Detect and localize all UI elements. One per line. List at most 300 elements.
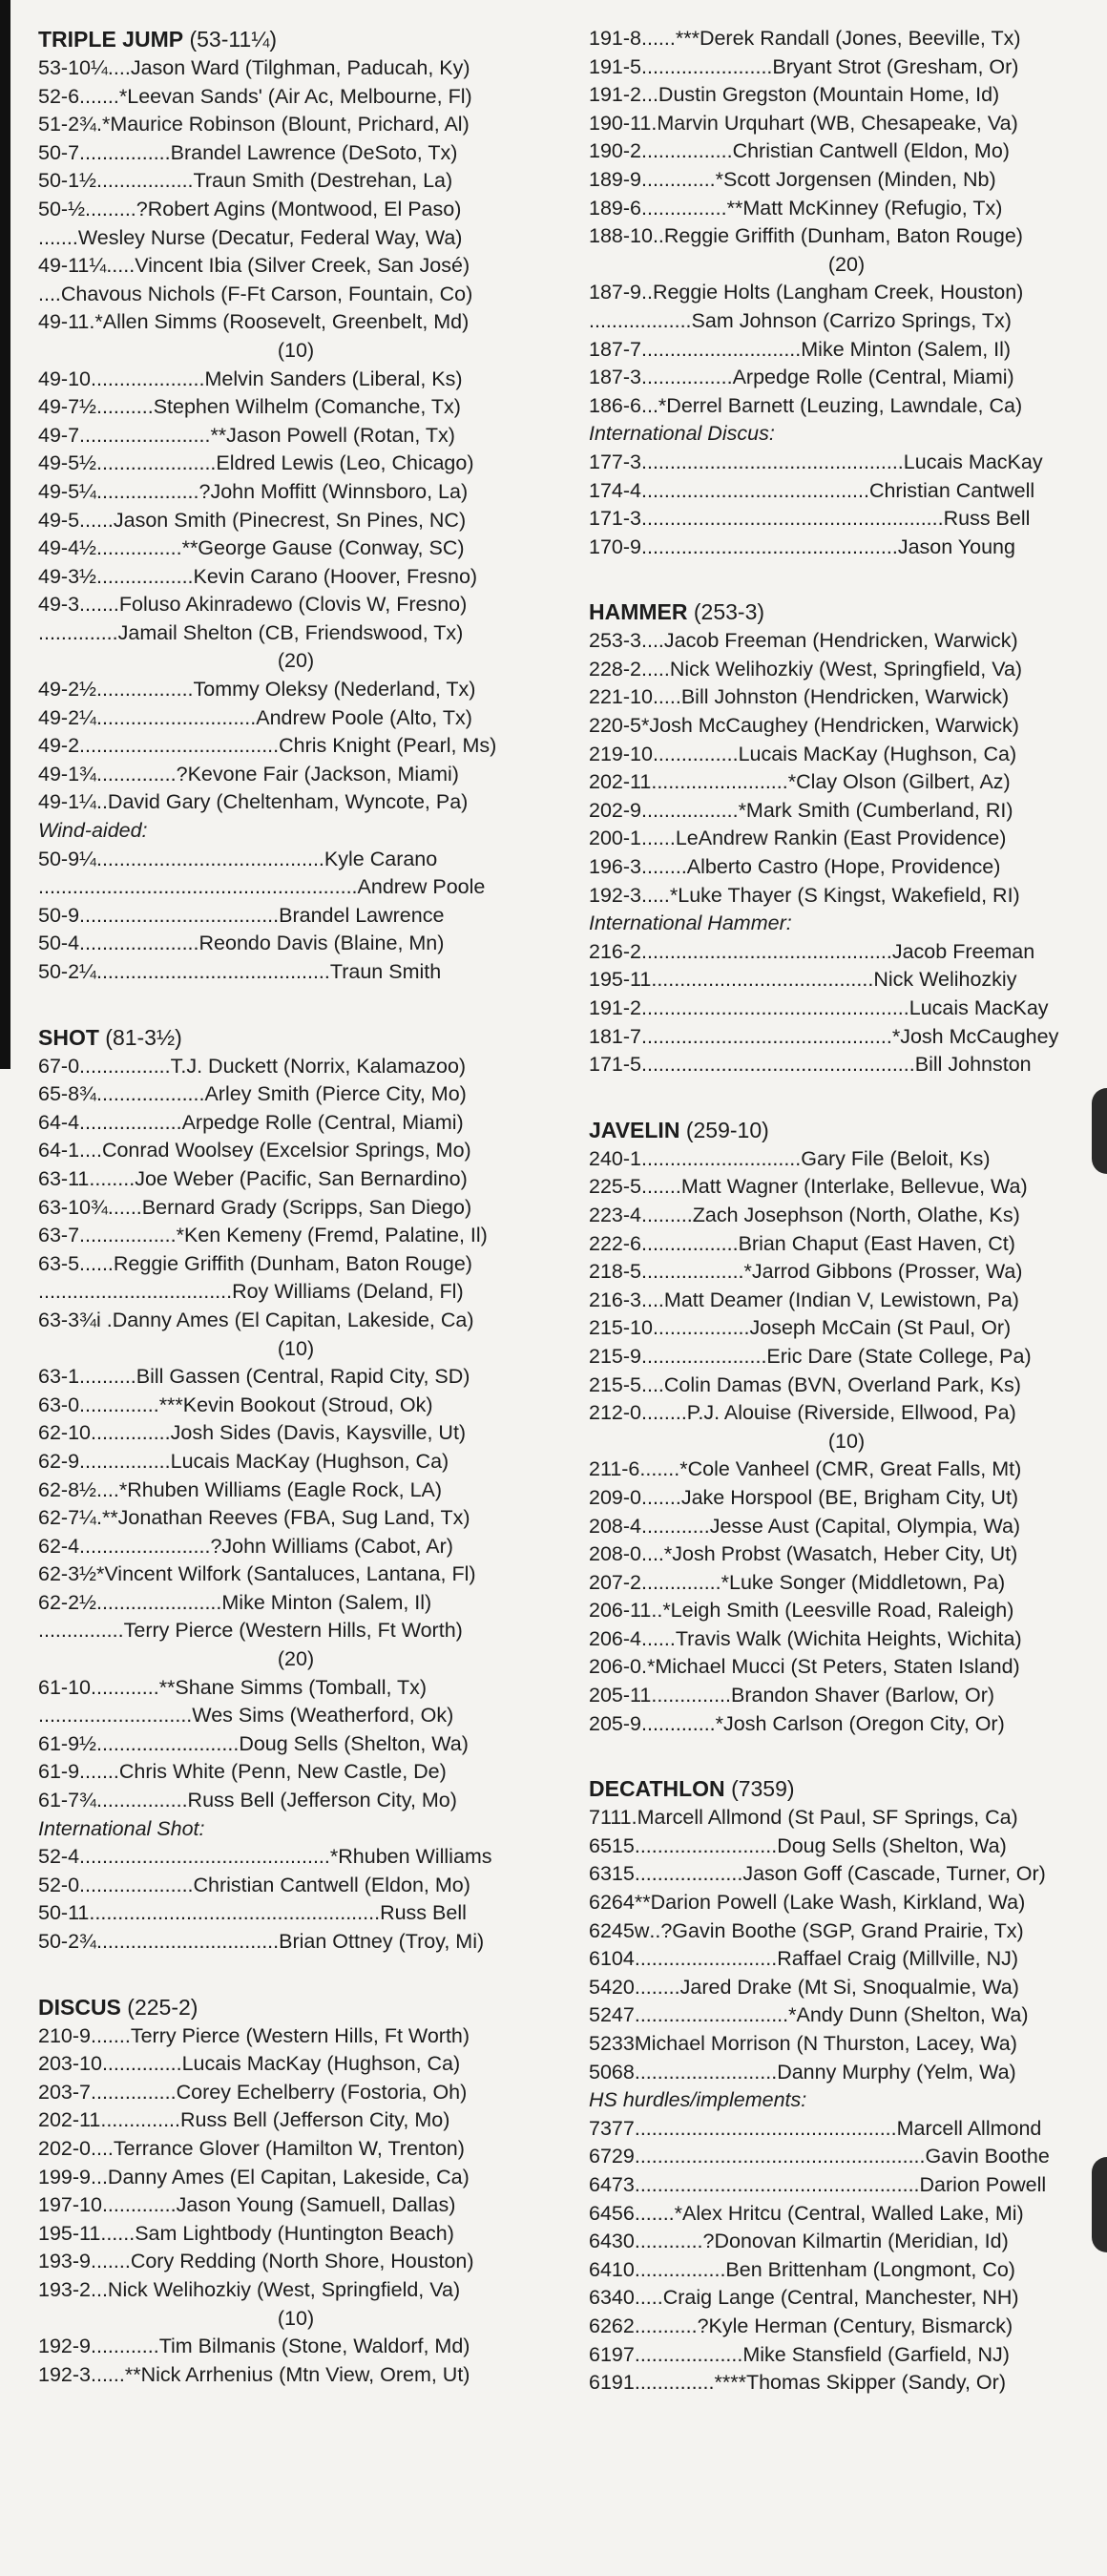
mark: 187-9 — [589, 281, 641, 304]
list-item — [589, 1513, 1104, 1541]
list-item — [38, 1080, 554, 1109]
list-item — [38, 2164, 554, 2192]
leader-dots: .................. — [589, 308, 692, 332]
mark: 49-7½ — [38, 395, 96, 419]
mark: 215-9 — [589, 1344, 641, 1368]
event-record: (53-11¼) — [189, 27, 278, 52]
leader-dots: ............ — [91, 1675, 159, 1699]
mark: 203-7 — [38, 2080, 91, 2104]
list-item — [38, 732, 554, 761]
athlete: Danny Murphy (Yelm, Wa) — [777, 2060, 1016, 2084]
list-item — [589, 364, 1104, 392]
leader-dots: ................................... — [79, 734, 280, 758]
leader-dots: .................................. — [38, 1280, 233, 1304]
list-item — [589, 307, 1104, 336]
athlete: Jason Smith (Pinecrest, Sn Pines, NC) — [113, 508, 467, 532]
mark: 205-9 — [589, 1711, 641, 1735]
mark: 49-11¼ — [38, 254, 107, 278]
athlete: Jared Drake (Mt Si, Snoqualmie, Wa) — [679, 1975, 1019, 1999]
leader-dots: .... — [107, 56, 131, 79]
mark: 189-6 — [589, 196, 641, 220]
athlete: Ben Brittenham (Longmont, Co) — [725, 2257, 1015, 2281]
athlete: *Alex Hritcu (Central, Walled Lake, Mi) — [674, 2201, 1024, 2225]
athlete: Vincent Ibia (Silver Creek, San José) — [135, 254, 470, 278]
list-item — [38, 761, 554, 789]
list-item — [38, 1278, 554, 1307]
athlete: **Darion Powell (Lake Wash, Kirkland, Wa) — [634, 1891, 1026, 1915]
athlete: Reggie Griffith (Dunham, Baton Rouge) — [113, 1251, 472, 1275]
leader-dots: .... — [641, 1288, 664, 1311]
list-item — [38, 422, 554, 450]
mark: 199-9 — [38, 2165, 91, 2189]
athlete: Alberto Castro (Hope, Providence) — [686, 855, 1001, 879]
list-item — [38, 1872, 554, 1900]
leader-dots: ... — [641, 83, 658, 107]
mark: 208-0 — [589, 1542, 641, 1566]
mark: 206-4 — [589, 1626, 641, 1650]
list-item — [589, 2284, 1104, 2313]
event-section — [589, 597, 1104, 1079]
mark: 196-3 — [589, 855, 641, 879]
list-item — [38, 1448, 554, 1476]
athlete: *Leevan Sands' (Air Ac, Melbourne, Fl) — [118, 84, 472, 108]
leader-dots: ........................................ — [95, 847, 324, 870]
rank-divider: (10) — [277, 2306, 315, 2330]
list-item — [38, 1137, 554, 1165]
event-section — [38, 1023, 554, 1957]
mark: 200-1 — [589, 827, 641, 850]
leader-dots: ................. — [652, 1316, 750, 1340]
rank-divider: (10) — [277, 1336, 315, 1360]
list-item — [38, 2333, 554, 2361]
leader-dots: ...... — [79, 508, 114, 532]
athlete: *Josh Carlson (Oregon City, Or) — [715, 1711, 1005, 1735]
athlete: Matt Wagner (Interlake, Bellevue, Wa) — [680, 1175, 1028, 1199]
leader-dots: ....... — [639, 1457, 680, 1481]
athlete: Danny Ames (El Capitan, Lakeside, Ca) — [107, 2165, 470, 2189]
leader-dots: ........................................................ — [38, 875, 358, 899]
mark: 52-0 — [38, 1873, 80, 1896]
list-item — [38, 1194, 554, 1223]
list-item — [589, 25, 1104, 53]
leader-dots: ........ — [634, 1975, 680, 1999]
leader-dots: ............... — [641, 196, 727, 220]
leader-dots: .. — [95, 790, 108, 814]
mark: 49-5 — [38, 508, 80, 532]
event-heading — [589, 597, 1104, 627]
list-item — [38, 788, 554, 817]
mark: 49-5½ — [38, 451, 96, 475]
mark: 62-8½ — [38, 1477, 96, 1501]
athlete: Mike Stansfield (Garfield, NJ) — [742, 2342, 1010, 2366]
athlete: *Michael Mucci (St Peters, Staten Island) — [646, 1655, 1020, 1679]
list-item — [589, 2001, 1104, 2030]
list-item — [589, 768, 1104, 797]
list-item — [38, 393, 554, 422]
mark: 219-10 — [589, 742, 653, 765]
event-heading — [38, 1023, 554, 1053]
mark: 190-2 — [589, 139, 641, 163]
athlete: Chris Knight (Pearl, Ms) — [279, 734, 497, 758]
list-item — [38, 1250, 554, 1279]
list-item — [589, 137, 1104, 166]
athlete: *Clay Olson (Gilbert, Az) — [787, 770, 1011, 794]
mark: 6340 — [589, 2286, 635, 2310]
list-item — [38, 1560, 554, 1589]
event-name: DECATHLON — [589, 1776, 725, 1802]
mark: 67-0 — [38, 1054, 80, 1078]
mark: 221-10 — [589, 685, 653, 709]
list-item — [589, 2341, 1104, 2370]
event-name: SHOT — [38, 1024, 99, 1050]
event-name: HAMMER — [589, 599, 688, 625]
list-item — [38, 1928, 554, 1957]
athlete: Bill Johnston (Hendricken, Warwick) — [680, 685, 1010, 709]
leader-dots: . — [651, 111, 658, 135]
mark: 49-3 — [38, 593, 80, 617]
list-item — [589, 1145, 1104, 1174]
leader-dots: ................ — [634, 2257, 726, 2281]
athlete: *Josh Probst (Wasatch, Heber City, Ut) — [663, 1542, 1018, 1566]
leader-dots: .... — [38, 282, 61, 305]
mark: 188-10 — [589, 224, 653, 248]
mark: 208-4 — [589, 1514, 641, 1538]
leader-dots: ..... — [641, 883, 670, 907]
leader-dots: ....................... — [79, 1534, 211, 1558]
mark: 6315 — [589, 1862, 635, 1886]
athlete: Russ Bell — [380, 1901, 467, 1925]
athlete: Cory Redding (North Shore, Houston) — [130, 2250, 474, 2273]
mark: 7377 — [589, 2116, 635, 2140]
leader-dots: .............. — [91, 1421, 171, 1445]
mark: 191-2 — [589, 996, 641, 1019]
athlete: *Luke Thayer (S Kingst, Wakefield, RI) — [669, 883, 1020, 907]
list-item — [589, 1597, 1104, 1625]
athlete: Darion Powell — [919, 2172, 1047, 2196]
list-item — [589, 882, 1104, 911]
athlete: **Shane Simms (Tomball, Tx) — [158, 1675, 428, 1699]
page-edge-bar — [0, 0, 10, 1069]
mark: 186-6 — [589, 393, 641, 417]
leader-dots: ........ — [641, 1401, 687, 1425]
leader-dots: ...... — [107, 1195, 142, 1219]
athlete: **Nick Arrhenius (Mtn View, Orem, Ut) — [124, 2362, 470, 2386]
list-item — [589, 1682, 1104, 1710]
list-item — [589, 1230, 1104, 1259]
leader-dots: .................................................. — [634, 2172, 920, 2196]
list-item — [38, 1617, 554, 1645]
athlete: Joe Weber (Pacific, San Bernardino) — [135, 1166, 468, 1190]
mark: 62-9 — [38, 1449, 80, 1473]
leader-dots: ........ — [641, 855, 687, 879]
leader-dots: ................. — [641, 1231, 739, 1255]
mark: 187-7 — [589, 337, 641, 361]
mark: 203-10 — [38, 2052, 102, 2076]
mark: 50-7 — [38, 140, 80, 164]
mark: 5247 — [589, 2003, 635, 2027]
list-item — [38, 1053, 554, 1081]
leader-dots: .............. — [100, 2108, 180, 2132]
athlete: Gavin Boothe — [925, 2145, 1050, 2168]
leader-dots: .................. — [79, 1110, 182, 1134]
mark: 253-3 — [589, 629, 641, 653]
mark: 64-1 — [38, 1139, 80, 1162]
athlete: Arpedge Rolle (Central, Miami) — [732, 366, 1014, 389]
list-item — [38, 1533, 554, 1561]
leader-dots: ....................................... — [651, 968, 874, 992]
mark: 207-2 — [589, 1570, 641, 1594]
leader-dots: ............. — [641, 167, 716, 191]
mark: 191-8 — [589, 27, 641, 50]
mark: 61-10 — [38, 1675, 91, 1699]
mark: 209-0 — [589, 1485, 641, 1509]
athlete: Andrew Poole — [357, 875, 486, 899]
leader-dots: ............................................ — [79, 1845, 330, 1869]
athlete: T.J. Duckett (Norrix, Kalamazoo) — [170, 1054, 467, 1078]
athlete: Russ Bell — [943, 507, 1031, 531]
mark: 191-5 — [589, 54, 641, 78]
mark: 211-6 — [589, 1457, 640, 1481]
list-item — [589, 1343, 1104, 1372]
leader-dots: ... — [91, 2277, 108, 2301]
mark: 62-2½ — [38, 1590, 96, 1614]
list-item — [38, 2191, 554, 2220]
leader-dots: ...... — [91, 2362, 125, 2386]
list-item — [589, 1833, 1104, 1861]
list-item — [38, 930, 554, 958]
list-item — [38, 1702, 554, 1730]
event-record: (81-3½) — [105, 1024, 182, 1050]
mark: 174-4 — [589, 478, 641, 502]
athlete: Christian Cantwell (Eldon, Mo) — [732, 139, 1010, 163]
athlete: Jamail Shelton (CB, Friendswood, Tx) — [117, 620, 464, 644]
list-item — [589, 741, 1104, 769]
leader-dots: ........... — [634, 2314, 698, 2337]
list-item — [589, 2313, 1104, 2341]
list-item — [589, 797, 1104, 826]
mark: 49-3½ — [38, 564, 96, 588]
list-item — [38, 111, 554, 139]
mark: 193-2 — [38, 2277, 91, 2301]
list-item — [589, 2171, 1104, 2200]
list-item — [589, 534, 1104, 562]
athlete: ***Derek Randall (Jones, Beeville, Tx) — [675, 27, 1021, 50]
subsection-label: HS hurdles/implements: — [589, 2088, 807, 2112]
list-item — [38, 1476, 554, 1505]
athlete: Reondo Davis (Blaine, Mn) — [198, 932, 445, 955]
leader-dots: ........ — [89, 1166, 136, 1190]
leader-dots: . — [95, 113, 102, 136]
athlete: *Vincent Wilfork (Santaluces, Lantana, Fl) — [95, 1562, 476, 1586]
leader-dots: ... — [91, 2165, 108, 2189]
list-item — [38, 224, 554, 253]
athlete: Mike Minton (Salem, Il) — [221, 1590, 432, 1614]
athlete: Terrance Glover (Hamilton W, Trenton) — [113, 2136, 465, 2160]
leader-dots: ................. — [79, 1224, 177, 1247]
leader-dots: ......... — [641, 1203, 693, 1226]
list-item — [589, 1945, 1104, 1974]
list-item — [589, 2369, 1104, 2398]
leader-dots: ....... — [79, 84, 119, 108]
athlete: Brandel Lawrence (DeSoto, Tx) — [170, 140, 458, 164]
mark: 171-3 — [589, 507, 641, 531]
list-item — [38, 252, 554, 281]
leader-dots: .... — [91, 2136, 114, 2160]
mark: 50-4 — [38, 932, 80, 955]
mark: 170-9 — [589, 534, 641, 558]
leader-dots: .............................................. — [641, 450, 904, 473]
mark: 49-5¼ — [38, 479, 96, 503]
leader-dots: ................. — [95, 169, 194, 193]
mark: 202-11 — [38, 2108, 101, 2132]
left-column — [38, 25, 554, 2425]
list-item — [589, 2256, 1104, 2285]
mark: 215-10 — [589, 1316, 653, 1340]
leader-dots: ......... — [85, 197, 136, 220]
mark: 202-9 — [589, 798, 641, 822]
leader-dots: ................................ — [95, 1930, 280, 1953]
mark: 49-2½ — [38, 678, 96, 702]
subsection-label: International Hammer: — [589, 911, 792, 935]
leader-dots: .... — [641, 1372, 664, 1396]
event-section — [38, 1993, 554, 2390]
leader-dots: .... — [95, 1477, 119, 1501]
athlete: Kyle Carano — [324, 847, 438, 870]
leader-dots: .... — [641, 1542, 664, 1566]
athlete: Brian Ottney (Troy, Mi) — [279, 1930, 485, 1953]
list-item — [589, 1456, 1104, 1484]
list-item — [38, 873, 554, 902]
mark: 189-9 — [589, 167, 641, 191]
list-item — [589, 2200, 1104, 2229]
leader-dots: ............... — [652, 742, 739, 765]
athlete: Terry Pierce (Western Hills, Ft Worth) — [123, 1619, 463, 1643]
list-item — [589, 1287, 1104, 1315]
athlete: Danny Ames (El Capitan, Lakeside, Ca) — [112, 1308, 474, 1331]
athlete: Kevin Carano (Hoover, Fresno) — [193, 564, 478, 588]
athlete: ?John Williams (Cabot, Ar) — [210, 1534, 453, 1558]
mark: 240-1 — [589, 1146, 641, 1170]
leader-dots: . — [89, 310, 95, 334]
leader-dots: ................. — [95, 678, 194, 702]
leader-dots: ............... — [91, 2080, 177, 2104]
rank-divider: (20) — [277, 649, 315, 673]
athlete: Jake Horspool (BE, Brigham City, Ut) — [680, 1485, 1019, 1509]
leader-dots: .. — [651, 1599, 663, 1623]
list-item — [589, 656, 1104, 684]
leader-dots: ............ — [641, 1514, 710, 1538]
athlete: Chavous Nichols (F-Ft Carson, Fountain, Co) — [60, 282, 473, 305]
athlete: Wes Sims (Weatherford, Ok) — [192, 1704, 454, 1728]
list-item — [38, 2135, 554, 2164]
mark: 63-11 — [38, 1166, 90, 1190]
mark: 192-9 — [38, 2335, 91, 2358]
athlete: ?Robert Agins (Montwood, El Paso) — [136, 197, 462, 220]
leader-dots: .............. — [641, 1570, 721, 1594]
mark: 206-11 — [589, 1599, 652, 1623]
athlete: *Maurice Robinson (Blount, Prichard, Al) — [101, 113, 470, 136]
athlete: *Rhuben Williams (Eagle Rock, LA) — [118, 1477, 443, 1501]
list-item — [38, 281, 554, 309]
mark: 205-11 — [589, 1684, 652, 1707]
list-item — [38, 1787, 554, 1815]
leader-dots: ................... — [634, 2342, 743, 2366]
mark: 62-3½ — [38, 1562, 96, 1586]
list-item — [38, 619, 554, 648]
leader-dots: ................................................... — [634, 2145, 926, 2168]
leader-dots: ....... — [641, 1485, 681, 1509]
athlete: Gary File (Beloit, Ks) — [801, 1146, 991, 1170]
athlete: Doug Sells (Shelton, Wa) — [777, 1833, 1007, 1857]
list-item — [589, 1051, 1104, 1079]
leader-dots: ............................................... — [641, 996, 909, 1019]
list-item — [589, 110, 1104, 138]
event-heading — [589, 1774, 1104, 1804]
leader-dots: ................ — [95, 1789, 188, 1812]
athlete: *Ken Kemeny (Fremd, Palatine, Il) — [176, 1224, 488, 1247]
list-item — [38, 676, 554, 704]
leader-dots: .............. — [651, 1684, 731, 1707]
list-item — [38, 139, 554, 168]
mark: 63-7 — [38, 1224, 80, 1247]
mark: 6197 — [589, 2342, 635, 2366]
mark: 6729 — [589, 2145, 635, 2168]
athlete: ?Gavin Boothe (SGP, Grand Prairie, Tx) — [660, 1918, 1024, 1942]
subsection-label: International Shot: — [38, 1816, 205, 1840]
event-name: JAVELIN — [589, 1117, 680, 1142]
athlete: Jason Young — [897, 534, 1015, 558]
list-item — [38, 167, 554, 196]
mark: 61-7¾ — [38, 1789, 96, 1812]
right-column — [589, 25, 1104, 2434]
list-item — [589, 2059, 1104, 2087]
athlete: LeAndrew Rankin (East Providence) — [675, 827, 1007, 850]
leader-dots: .. — [649, 1918, 661, 1942]
athlete: Bill Gassen (Central, Rapid City, SD) — [136, 1365, 470, 1389]
mark: 5420 — [589, 1975, 635, 1999]
athlete: Brian Chaput (East Haven, Ct) — [738, 1231, 1015, 1255]
mark: 65-8¾ — [38, 1082, 96, 1106]
event-name: TRIPLE JUMP — [38, 27, 184, 52]
list-item — [589, 683, 1104, 712]
leader-dots: ............. — [641, 1711, 716, 1735]
leader-dots: ................ — [79, 140, 171, 164]
athlete: David Gary (Cheltenham, Wyncote, Pa) — [107, 790, 469, 814]
list-item — [589, 1710, 1104, 1739]
leader-dots: ........................ — [651, 770, 788, 794]
event-record: (253-3) — [693, 599, 765, 625]
athlete: Conrad Woolsey (Excelsior Springs, Mo) — [101, 1139, 471, 1162]
mark: 50-2¾ — [38, 1930, 96, 1953]
athlete: Nick Welihozkiy — [873, 968, 1017, 992]
list-item — [589, 1023, 1104, 1052]
list-item — [589, 1653, 1104, 1682]
athlete: ***Kevin Bookout (Stroud, Ok) — [158, 1393, 433, 1416]
rank-divider: (10) — [277, 338, 315, 362]
list-item — [38, 591, 554, 619]
leader-dots: ... — [641, 393, 658, 417]
mark: 222-6 — [589, 1231, 641, 1255]
mark: 50-½ — [38, 197, 86, 220]
leader-dots: . — [641, 1655, 647, 1679]
mark: 62-4 — [38, 1534, 80, 1558]
mark: 216-2 — [589, 939, 641, 963]
mark: 63-10¾ — [38, 1195, 108, 1219]
leader-dots: i . — [95, 1308, 113, 1331]
list-item — [38, 1363, 554, 1392]
mark: 62-7¼ — [38, 1506, 96, 1530]
leader-dots: ......................... — [634, 1833, 778, 1857]
